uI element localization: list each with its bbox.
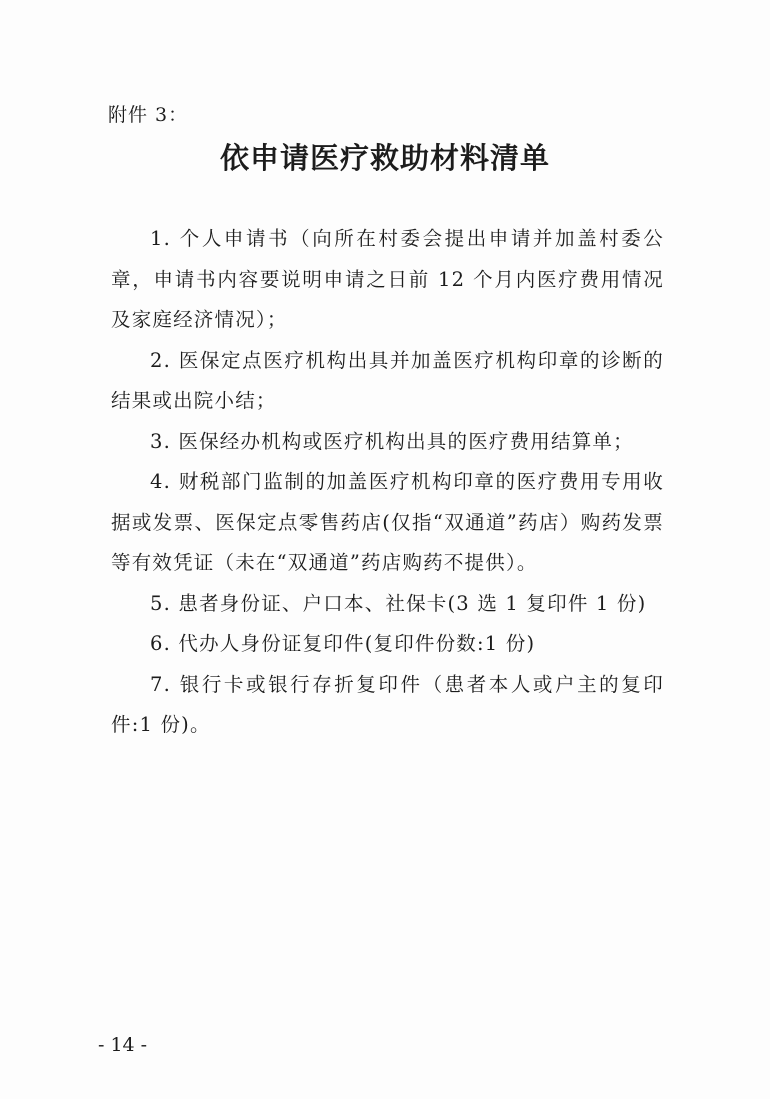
list-item-7: 7. 银行卡或银行存折复印件（患者本人或户主的复印件:1 份)。 — [111, 672, 664, 736]
attachment-label: 附件 3： — [108, 104, 189, 126]
list-item-4: 4. 财税部门监制的加盖医疗机构印章的医疗费用专用收据或发票、医保定点零售药店(仅指“双通道”药店）购药发票等有效凭证（未在“双通道”药店购药不提供）。 — [111, 470, 664, 574]
page-number: - 14 - — [98, 1034, 148, 1056]
list-item-2: 2. 医保定点医疗机构出具并加盖医疗机构印章的诊断的结果或出院小结； — [111, 348, 664, 412]
list-item-5: 5. 患者身份证、户口本、社保卡(3 选 1 复印件 1 份) — [150, 591, 647, 615]
material-list — [111, 219, 664, 746]
list-item-3: 3. 医保经办机构或医疗机构出具的医疗费用结算单； — [150, 429, 634, 453]
list-item-6: 6. 代办人身份证复印件(复印件份数:1 份) — [150, 632, 536, 655]
list-item-1: 1. 个人申请书（向所在村委会提出申请并加盖村委公章，申请书内容要说明申请之日前 12 个月内医疗费用情况及家庭经济情况）； — [111, 227, 664, 331]
page-title: 依申请医疗救助材料清单 — [219, 141, 550, 175]
